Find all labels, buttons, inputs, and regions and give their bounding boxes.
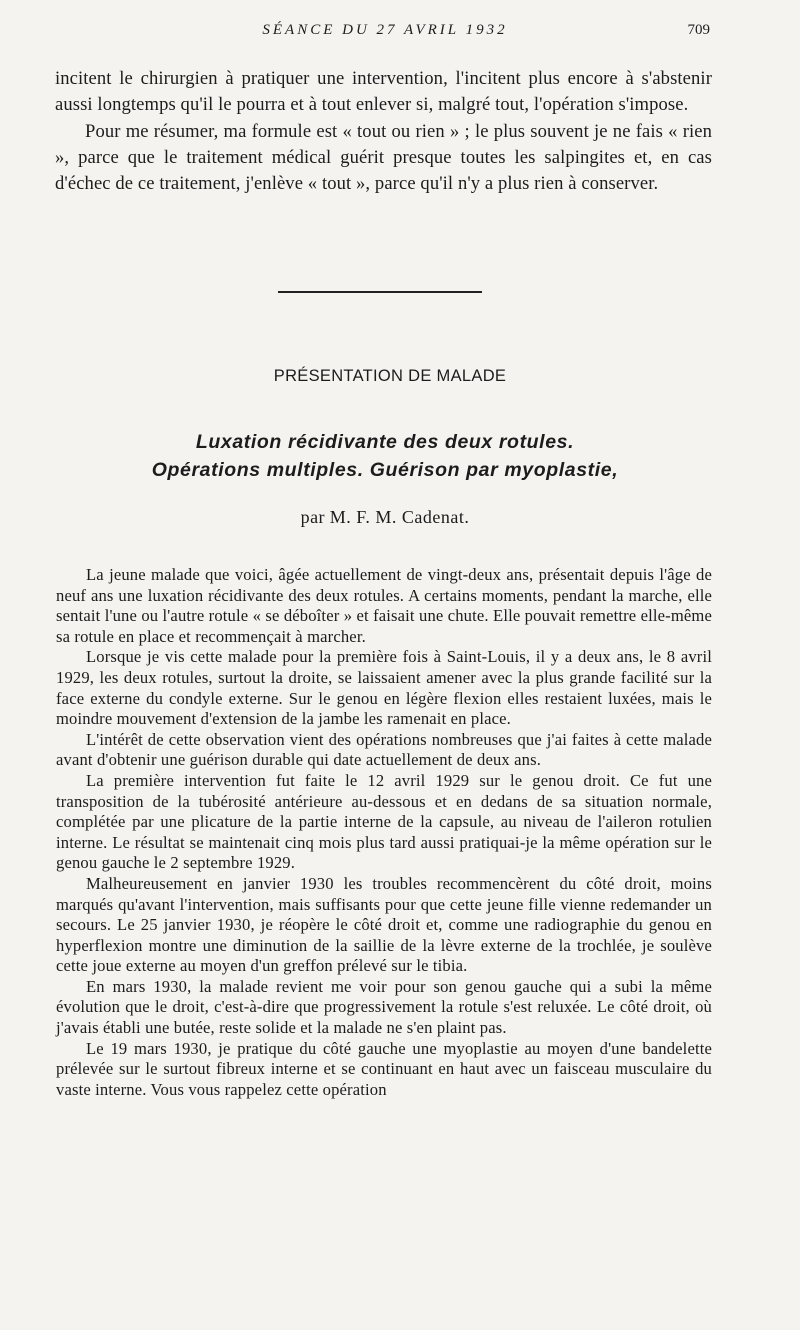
byline-prefix: par [300, 507, 325, 527]
intro-paragraph-1: incitent le chirurgien à pratiquer une intervention, l'incitent plus encore à s'abstenir aussi longtemps qu'il le pourra et à tout enlever si, malgré tout, l'opération s'impose. [55, 68, 712, 116]
article-title-line-1: Luxation récidivante des deux rotules. [195, 431, 575, 453]
article-body [56, 565, 712, 1100]
section-heading: PRÉSENTATION DE MALADE [273, 367, 507, 385]
body-paragraph-7: Le 19 mars 1930, je pratique du côté gauche une myoplastie au moyen d'une bandelette prélevée sur le surtout fibreux interne et se continuant en haut avec un faisceau musculaire du vaste interne. Vous vous rappelez cette opération [56, 1038, 712, 1099]
body-paragraph-3: L'intérêt de cette observation vient des opérations nombreuses que j'ai faites à cette malade avant d'obtenir une guérison durable qui date actuellement de deux ans. [56, 729, 712, 770]
running-header [0, 22, 800, 44]
body-paragraph-1: La jeune malade que voici, âgée actuellement de vingt-deux ans, présentait depuis l'âge de neuf ans une luxation récidivante des deux rotules. A certains moments, pendant la marche, elle sentait l'une ou l'autre rotule « se déboîter » et faisait une chute. Elle pouvait remettre elle-même sa rotule en place et recommençait à marcher. [56, 565, 712, 646]
byline-author: M. F. M. Cadenat. [329, 507, 470, 527]
article-title-line-2: Opérations multiples. Guérison par myoplastie, [151, 459, 619, 481]
article-title [0, 428, 770, 484]
body-paragraph-4: La première intervention fut faite le 12 avril 1929 sur le genou droit. Ce fut une transposition de la tubérosité antérieure au-dessous et en dedans de sa situation normale, complétée par une plicature de la partie interne de la capsule, au niveau de l'aileron rotulien interne. Le résultat se maintenait cinq mois plus tard aussi pratiquai-je la même opération sur le genou gauche le 2 septembre 1929. [56, 770, 712, 873]
body-paragraph-5: Malheureusement en janvier 1930 les troubles recommencèrent du côté droit, moins marqués qu'avant l'intervention, mais suffisants pour que cette jeune fille vienne redemander un secours. Le 25 janvier 1930, je réopère le côté droit et, comme une radiographie du genou en hyperflexion montre une diminution de la saillie de la lèvre externe de la trochlée, je soulève cette joue externe au moyen d'un greffon prélevé sur le tibia. [56, 873, 712, 976]
running-title: SÉANCE DU 27 AVRIL 1932 [262, 22, 508, 38]
page-number: 709 [687, 22, 710, 38]
intro-text [55, 66, 712, 197]
section-divider [278, 291, 482, 293]
byline [0, 507, 770, 528]
intro-paragraph-2: Pour me résumer, ma formule est « tout ou rien » ; le plus souvent je ne fais « rien », parce que le traitement médical guérit presque toutes les salpingites et, en cas d'échec de ce traitement, j'enlève « tout », parce qu'il n'y a plus rien à conserver. [55, 120, 712, 195]
body-paragraph-2: Lorsque je vis cette malade pour la première fois à Saint-Louis, il y a deux ans, le 8 avril 1929, les deux rotules, surtout la droite, se laissaient amener avec la plus grande facilité sur la face externe du condyle externe. Sur le genou en légère flexion elles restaient luxées, mais le moindre mouvement d'extension de la jambe les ramenait en place. [56, 647, 712, 729]
body-paragraph-6: En mars 1930, la malade revient me voir pour son genou gauche qui a subi la même évolution que le droit, c'est-à-dire que progressivement la rotule s'est reluxée. Le côté droit, où j'avais établi une butée, reste solide et la malade ne s'en plaint pas. [56, 976, 712, 1038]
